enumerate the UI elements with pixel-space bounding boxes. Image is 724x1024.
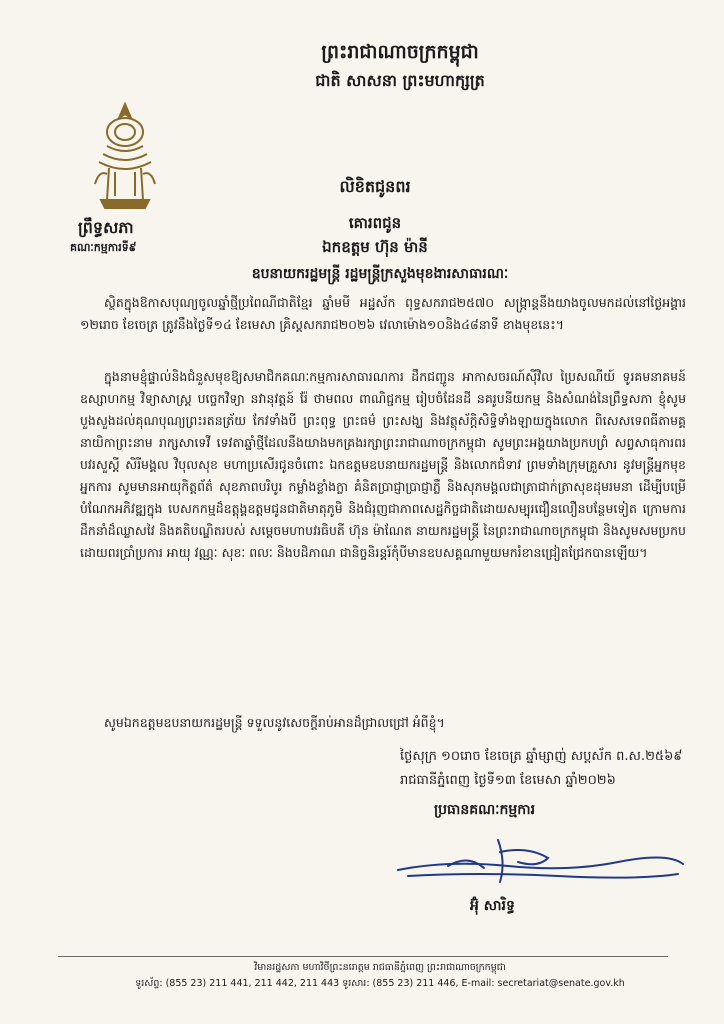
solar-date: រាជធានីភ្នំពេញ ថ្ងៃទី១៣ ខែមេសា ឆ្នាំ២០២៦ — [400, 773, 616, 788]
paragraph-occasion: ស្ថិតក្នុងឱកាសបុណ្យចូលឆ្នាំថ្មីប្រពៃណីជាតិខ្មែរ ឆ្នាំមមី អដ្ឋស័ក ពុទ្ធសករាជ២៥៧០ សង្ក្រាន្តនឹងយាងចូលមកដល់នៅថ្ងៃអង្គារ ១២រោច ខែចេត្រ ត្រូវនឹងថ្ងៃទី១៤ ខែមេសា គ្រិស្តសករាជ២០២៦ វេលាម៉ោង១០និង៤៨នាទី ខាងមុខនេះ។ — [80, 295, 686, 332]
recipient-title: ឧបនាយករដ្ឋមន្ត្រី រដ្ឋមន្ត្រីក្រសួងមុខងារសាធារណៈ — [251, 266, 509, 282]
senate-emblem-icon — [85, 100, 165, 215]
lunar-date: ថ្ងៃសុក្រ ១០រោច ខែចេត្រ ឆ្នាំម្សាញ់ សប្តស័ក ព.ស.២៥៦៩ — [400, 749, 683, 764]
signer-name: អ៊ុំ សារិទ្ធ — [470, 898, 515, 914]
paragraph-blessing: ក្នុងនាមខ្ញុំផ្ទាល់និងជំនួសមុខឱ្យសមាជិកគណៈកម្មការសាធារណការ ដឹកជញ្ជូន អាកាសចរណ៍ស៊ីវិល ប្រៃសណីយ៍ ទូរគមនាគមន៍ ឧស្សាហកម្ម វិទ្យាសាស្ត្រ បច្ចេកវិទ្យា នវានុវត្តន៍ រ៉ែ ថាមពល ពាណិជ្ជកម្ម រៀបចំដែនដី នគរូបនីយកម្ម និងសំណង់នៃព្រឹទ្ធសភា ខ្ញុំសូមបួងសួងដល់គុណបុណ្យព្រះរតនត្រ័យ កែវទាំងបី ព្រះពុទ្ធ ព្រះធម៌ ព្រះសង្ឃ និងវត្ថុស័ក្តិសិទ្ធិទាំងឡាយក្នុងលោក ពិសេសទេពធីតាមគ្គនាយិកាព្រះនាម រាក្សសាទេវី ទេវតាឆ្នាំថ្មីដែលនឹងយាងមកគ្រងរក្សាព្រះរាជាណាចក្រកម្ពុជា សូមព្រះអង្គយាងប្រកបព្រំ សព្វសាធុការពរ បវរសួស្តី សិរីមង្គល វិបុលសុខ មហាប្រសើរជូនចំពោះ ឯកឧត្តមឧបនាយករដ្ឋមន្ត្រី និងលោកជំទាវ ព្រមទាំងក្រុមគ្រួសារ នូវមន្ត្រីអ្នកមុខអ្នកការ សូមមានអាយុកិត្តព័ត៌ សុខភាពបរិបូរ កម្លាំងខ្លាំងក្លា គំនិតប្រាជ្ញាប្រាជ្ញាភ្លឺ និងសុភមង្គលជាត្រាជាក់ត្រាសុខដុមរមនា ដើម្បីបម្រើបំណែកអភិវឌ្ឍក្នុង បេសកកម្មដ៏ឧត្តុង្គឧត្តមជូនជាតិមាតុភូមិ និងជំរុញជាភាពសេដ្ឋកិច្ចជាតិដោយសម្បុរជឿនលឿនបន្ថែមទៀត ក្រោមការដឹកនាំដ៏ឈ្លាសវៃ និងគតិបណ្ឌិតរបស់ សម្តេចមហាបវរធិបតី ហ៊ុន ម៉ាណែត នាយករដ្ឋមន្ត្រី នៃព្រះរាជាណាចក្រកម្ពុជា និងសូមសមប្រកបដោយពរប្រាំប្រការ អាយុ វណ្ណៈ សុខៈ ពលៈ និងបដិភាណ ជានិច្ចនិរន្តរ៍កុំបីមានឧបសគ្គណាមួយមករំខានជ្រៀតជ្រែកបានឡើយ។ — [80, 369, 686, 560]
footer-contact: ទូរស័ព្ទ: (855 23) 211 441, 211 442, 211 443 ទូរសារ: (855 23) 211 446, E-mail: secretariat@senate.gov.kh — [135, 978, 625, 989]
recipient-name: ឯកឧត្តម ហ៊ុន ម៉ានី — [322, 238, 428, 256]
senate-label: ព្រឹទ្ធសភា — [78, 218, 134, 237]
committee-label: គណៈកម្មការទី៩ — [70, 241, 137, 254]
paragraph-closing: សូមឯកឧត្តមឧបនាយករដ្ឋមន្ត្រី ទទួលនូវសេចក្តីរាប់អានដ៏ជ្រាលជ្រៅ អំពីខ្ញុំ។ — [104, 715, 445, 730]
footer-address: វិមានរដ្ឋសភា មហាវិថីព្រះនរោត្តម រាជធានីភ្នំពេញ ព្រះរាជាណាចក្រកម្ពុជា — [254, 962, 506, 973]
handwritten-signature — [388, 832, 688, 892]
national-motto: ជាតិ សាសនា ព្រះមហាក្សត្រ — [315, 71, 485, 90]
signatory-title: ប្រធានគណៈកម្មការ — [434, 802, 536, 818]
kingdom-heading: ព្រះរាជាណាចក្រកម្ពុជា — [321, 41, 479, 63]
footer-divider — [58, 956, 668, 957]
addressee-label: គោរពជូន — [348, 214, 402, 232]
document-title: លិខិតជូនពរ — [339, 177, 411, 196]
